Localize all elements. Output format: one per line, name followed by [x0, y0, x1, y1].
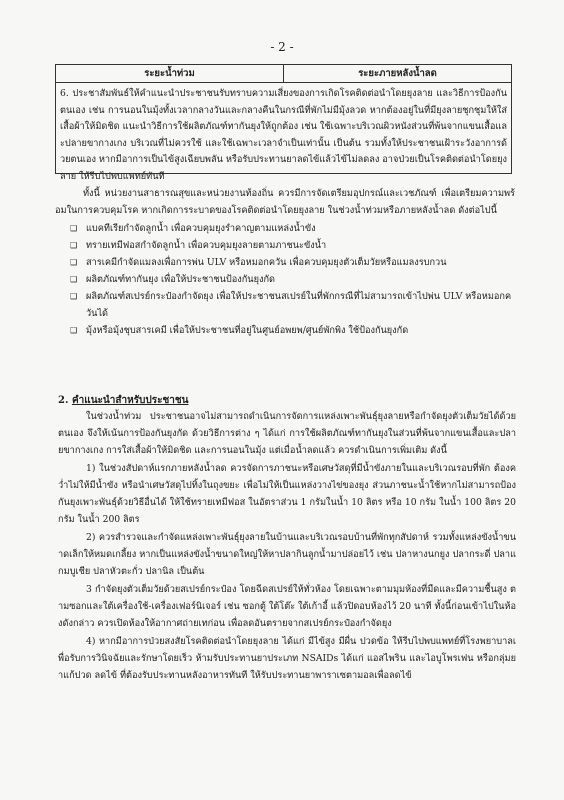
checkbox-bullet-icon: ❑: [70, 275, 78, 284]
list-item: [70, 288, 515, 322]
section-paragraph: 3 กำจัดยุงตัวเต็มวัยด้วยสเปรย์กระป๋อง โดยฉีดสเปรย์ให้ทั่วห้อง โดยเฉพาะตามมุมห้องที่มืดและมีความชื้นสูง ตามซอกและใต้เครื่องใช้-เครื่องเฟอร์นิเจอร์ เช่น ซอกตู้ ใต้โต๊ะ ใต้เก้าอี้ แล้วปิดอบห้องไว้ 20 นาที ทั้งนี้ก่อนเข้าไปในห้องดังกล่าว ควรเปิดห้องให้อากาศถ่ายเทก่อน เพื่อลดอันตรายจากสเปรย์กระป๋องกำจัดยุง: [58, 584, 516, 629]
list-item-text: ผลิตภัณฑ์ทากันยุง เพื่อให้ประชาชนป้องกันยุงกัด: [86, 274, 275, 285]
checkbox-bullet-icon: ❑: [70, 241, 78, 250]
table-row: 6. ประชาสัมพันธ์ให้คำแนะนำประชาชนรับทราบความเสี่ยงของการเกิดโรคติดต่อนำโดยยุงลาย และวิธีการป้องกันตนเอง เช่น การนอนในมุ้งทั้งเวลากลางวันและกลางคืนในกรณีที่พักไม่มีมุ้งลวด หากต้องอยู่ในที่มียุงลายชุกชุมให้ใส่เสื้อผ้าให้มิดชิด แนะนำวิธีการใช้ผลิตภัณฑ์ทากันยุงให้ถูกต้อง เช่น ใช้เฉพาะบริเวณผิวหนังส่วนที่พ้นจากแขนเสื้อและปลายขากางเกง บริเวณที่ไม่ควรใช้ และใช้เฉพาะเวลาจำเป็นเท่านั้น เป็นต้น รวมทั้งให้ประชาชนเฝ้าระวังอาการด้วยตนเอง หากมีอาการเป็นไข้สูงเฉียบพลัน หรือรับประทานยาลดไข้แล้วไข้ไม่ลดลง อาจป่วยเป็นโรคติดต่อนำโดยยุงลาย ให้รีบไปพบแพทย์ทันที: [60, 88, 507, 182]
list-item-text: ทรายเทมีฟอสกำจัดลูกน้ำ เพื่อควบคุมยุงลายตามภาชนะขังน้ำ: [86, 240, 327, 251]
section-body: [58, 408, 516, 685]
section-heading: [58, 393, 189, 408]
section-paragraph: ในช่วงน้ำท่วม ประชาชนอาจไม่สามารถดำเนินการจัดการแหล่งเพาะพันธุ์ยุงลายหรือกำจัดยุงตัวเต็มวัยได้ด้วยตนเอง จึงให้เน้นการป้องกันยุงกัด ด้วยวิธีการต่าง ๆ ได้แก่ การใช้ผลิตภัณฑ์ทากันยุงในส่วนที่พ้นจากแขนเสื้อและปลายขากางเกง การใส่เสื้อผ้าให้มิดชิด และการนอนในมุ้ง แต่เมื่อน้ำลดแล้ว ควรดำเนินการเพิ่มเติม ดังนี้: [58, 411, 516, 456]
list-item: [70, 220, 515, 237]
page-number: - 2 -: [270, 40, 294, 54]
section-paragraph: 2) ควรสำรวจและกำจัดแหล่งเพาะพันธุ์ยุงลายในบ้านและบริเวณรอบบ้านที่พักทุกสัปดาห์ รวมทั้งแหล่งขังน้ำขนาดเล็กให้หมดเกลี้ยง หากเป็นแหล่งขังน้ำขนาดใหญ่ให้หาปลากินลูกน้ำมาปล่อยไว้ เช่น ปลาหางนกยูง ปลากระดี่ ปลาแกมบูเชีย ปลาหัวตะกั่ว ปลานิล เป็นต้น: [58, 532, 516, 577]
list-item: [70, 322, 515, 339]
list-item-text: ผลิตภัณฑ์สเปรย์กระป๋องกำจัดยุง เพื่อให้ประชาชนสเปรย์ในที่พักกรณีที่ไม่สามารถเข้าไปพ่น ULV หรือหมอกควันได้: [86, 291, 512, 319]
section-paragraph: 1) ในช่วงสัปดาห์แรกภายหลังน้ำลด ควรจัดการภาชนะหรือเศษวัสดุที่มีน้ำขังภายในและบริเวณรอบที่พัก ต้องคว่ำไม่ให้มีน้ำขัง หรือนำเศษวัสดุไปทิ้งในถุงขยะ เพื่อไม่ให้เป็นแหล่งวางไข่ของยุง ส่วนภาชนะน้ำใช้หากไม่สามารถป้องกันยุงเพาะพันธุ์ด้วยวิธีอื่นได้ ให้ใช้ทรายเทมีฟอส ในอัตราส่วน 1 กรัมในน้ำ 10 ลิตร หรือ 10 กรัม ในน้ำ 100 ลิตร 20 กรัม ในน้ำ 200 ลิตร: [58, 463, 516, 525]
list-item: [70, 237, 515, 254]
checkbox-bullet-icon: ❑: [70, 224, 78, 233]
list-item-text: แบคทีเรียกำจัดลูกน้ำ เพื่อควบคุมยุงรำคาญตามแหล่งน้ำขัง: [86, 223, 316, 234]
checkbox-bullet-icon: ❑: [70, 258, 78, 267]
table-header-post-flood-phase: ระยะภายหลังน้ำลด: [358, 68, 437, 79]
measures-table: [55, 64, 512, 182]
table-header-flood-phase: ระยะน้ำท่วม: [56, 65, 284, 82]
section-title: คำแนะนำสำหรับประชาชน: [71, 395, 189, 406]
checkbox-bullet-icon: ❑: [70, 292, 78, 301]
list-item-text: สารเคมีกำจัดแมลงเพื่อการพ่น ULV หรือหมอกควัน เพื่อควบคุมยุงตัวเต็มวัยหรือแมลงรบกวน: [86, 257, 447, 268]
list-item-text: มุ้งหรือมุ้งชุบสารเคมี เพื่อให้ประชาชนที่อยู่ในศูนย์อพยพ/ศูนย์พักพิง ใช้ป้องกันยุงกัด: [86, 325, 409, 336]
table-header-row: [56, 65, 511, 83]
equipment-list: [70, 220, 515, 339]
checkbox-bullet-icon: ❑: [70, 326, 78, 335]
intro-paragraph: ทั้งนี้ หน่วยงานสาธารณสุขและหน่วยงานท้องถิ่น ควรมีการจัดเตรียมอุปกรณ์และเวชภัณฑ์ เพื่อเตรียมความพร้อมในการควบคุมโรค หากเกิดการระบาดของโรคติดต่อนำโดยยุงลาย ในช่วงน้ำท่วมหรือภายหลังน้ำลด ดังต่อไปนี้: [55, 188, 515, 216]
list-item: [70, 254, 515, 271]
section-number: 2.: [58, 395, 69, 406]
section-paragraph: 4) หากมีอาการป่วยสงสัยโรคติดต่อนำโดยยุงลาย ได้แก่ มีไข้สูง มีผื่น ปวดข้อ ให้รีบไปพบแพทย์ที่โรงพยาบาลเพื่อรับการวินิจฉัยและรักษาโดยเร็ว ห้ามรับประทานยาประเภท NSAIDs ได้แก่ แอสไพริน และไอบูโพรเฟน หรือกลุ่มยาแก้ปวด ลดไข้ ที่ต้องรับประทานหลังอาหารทันที ให้รับประทานยาพาราเซตามอลเพื่อลดไข้: [58, 636, 516, 681]
list-item: [70, 271, 515, 288]
